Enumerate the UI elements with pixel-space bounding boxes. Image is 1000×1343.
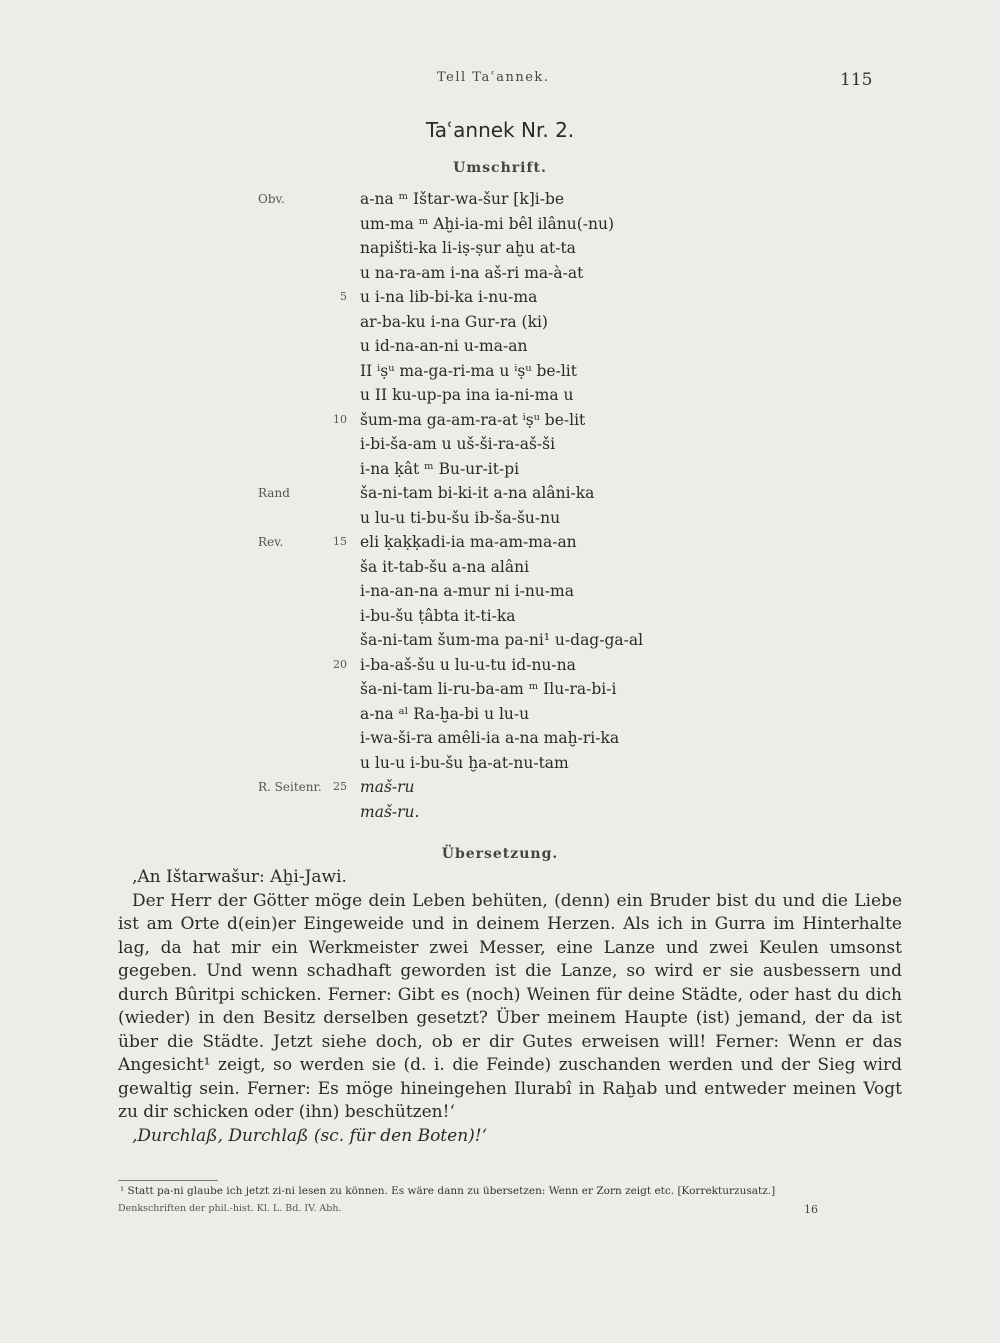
transliteration-line bbox=[0, 628, 1000, 653]
line-text: eli ḳaḳḳadi-ia ma-am-ma-an bbox=[360, 533, 577, 551]
line-text: i-na ḳât ᵐ Bu-ur-it-pi bbox=[360, 459, 520, 478]
line-text: a-na ᵃˡ Ra-ḫa-bi u lu-u bbox=[360, 704, 530, 723]
line-text: i-bu-šu ṭâbta it-ti-ka bbox=[360, 606, 516, 625]
signature-mark: 16 bbox=[804, 1203, 818, 1216]
transliteration-line bbox=[0, 653, 1000, 678]
transliteration-line bbox=[0, 432, 1000, 457]
line-text: maš-ru bbox=[360, 778, 415, 796]
translation-body: Der Herr der Götter möge dein Leben behüten, (denn) ein Bruder bist du und die Liebe ist am Orte d(ein)er Eingeweide und in deinem Herzen. Als ich in Gurra im Hinterhalte lag, da hat mir ein Werkmeister zwei Messer, eine Lanze und zwei Keulen umsonst gegeben. Und wenn schadhaft geworden ist die Lanze, so wird er sie ausbessern und durch Bûritpi schicken. Ferner: Gibt es (noch) Weinen für deine Städte, oder hast du dich (wieder) in den Besitz derselben gesetzt? Über meinem Haupte (ist) jemand, der da ist über die Städte. Jetzt siehe doch, ob er dir Gutes erweisen will! Ferner: Wenn er das Angesicht¹ zeigt, so werden sie (d. i. die Feinde) zuschanden werden und der Sieg wird gewaltig sein. Ferner: Es möge hineingehen Ilurabî in Raḫab und entweder meinen Vogt zu dir schicken oder (ihn) beschützen!‘ bbox=[118, 890, 902, 1122]
transliteration-line bbox=[0, 702, 1000, 727]
line-text: u lu-u i-bu-šu ḫa-at-nu-tam bbox=[360, 753, 569, 772]
line-text: ša-ni-tam bi-ki-it a-na alâni-ka bbox=[360, 484, 595, 502]
line-text: ša it-tab-šu a-na alâni bbox=[360, 557, 530, 576]
transliteration-line bbox=[0, 457, 1000, 482]
transliteration-line bbox=[0, 726, 1000, 751]
transliteration-line bbox=[0, 751, 1000, 776]
line-text: u lu-u ti-bu-šu ib-ša-šu-nu bbox=[360, 508, 561, 527]
transliteration-line bbox=[0, 236, 1000, 261]
document-title: Taʿannek Nr. 2. bbox=[425, 118, 575, 142]
section-heading-translation: Übersetzung. bbox=[441, 846, 559, 862]
section-heading-transliteration: Umschrift. bbox=[453, 160, 547, 176]
transliteration-line bbox=[0, 285, 1000, 310]
transliteration-line bbox=[0, 530, 1000, 555]
line-number: 5 bbox=[340, 290, 347, 303]
line-number: 15 bbox=[333, 535, 347, 548]
translation-closing: ‚Durchlaß, Durchlaß (sc. für den Boten)!‘ bbox=[132, 1125, 488, 1146]
line-text: maš-ru. bbox=[360, 802, 420, 821]
line-text: ar-ba-ku i-na Gur-ra (ki) bbox=[360, 312, 548, 331]
transliteration-line bbox=[0, 506, 1000, 531]
translation-address: ‚An Ištarwašur: Aḫi-Jawi. bbox=[132, 867, 347, 887]
running-title: Tell Taʿannek. bbox=[437, 70, 550, 85]
translation-block bbox=[118, 866, 902, 1148]
transliteration-line bbox=[0, 261, 1000, 286]
line-number: 25 bbox=[333, 780, 347, 793]
line-text: i-na-an-na a-mur ni i-nu-ma bbox=[360, 582, 574, 600]
transliteration-line bbox=[0, 383, 1000, 408]
transliteration-line bbox=[0, 775, 1000, 800]
transliteration-line bbox=[0, 310, 1000, 335]
line-side-label: Rand bbox=[258, 486, 290, 500]
line-text: i-wa-ši-ra amêli-ia a-na maḫ-ri-ka bbox=[360, 729, 620, 747]
line-text: i-ba-aš-šu u lu-u-tu id-nu-na bbox=[360, 655, 576, 674]
line-text: a-na ᵐ Ištar-wa-šur [k]i-be bbox=[360, 190, 565, 208]
line-side-label: R. Seitenr. bbox=[258, 780, 322, 794]
transliteration-line bbox=[0, 604, 1000, 629]
line-text: um-ma ᵐ Aḫi-ia-mi bêl ilânu(-nu) bbox=[360, 214, 615, 233]
transliteration-line bbox=[0, 408, 1000, 433]
line-text: u i-na lib-bi-ka i-nu-ma bbox=[360, 288, 538, 306]
line-text: ša-ni-tam šum-ma pa-ni¹ u-dag-ga-al bbox=[360, 631, 644, 649]
line-text: napišti-ka li-iṣ-ṣur aḫu at-ta bbox=[360, 239, 576, 257]
transliteration-line bbox=[0, 481, 1000, 506]
transliteration-line bbox=[0, 579, 1000, 604]
transliteration-line bbox=[0, 800, 1000, 825]
imprint: Denkschriften der phil.-hist. Kl. L. Bd. IV. Abh. bbox=[118, 1203, 342, 1214]
line-text: II ⁱṣᵘ ma-ga-ri-ma u ⁱṣᵘ be-lit bbox=[360, 361, 577, 380]
line-text: i-bi-ša-am u uš-ši-ra-aš-ši bbox=[360, 435, 556, 453]
footnote: ¹ Statt pa-ni glaube ich jetzt zi-ni lesen zu können. Es wäre dann zu übersetzen: Wenn er Zorn zeigt etc. [Korrekturzusatz.] bbox=[120, 1185, 776, 1197]
line-number: 20 bbox=[333, 657, 347, 671]
line-text: u id-na-an-ni u-ma-an bbox=[360, 337, 528, 355]
line-text: u na-ra-am i-na aš-ri ma-à-at bbox=[360, 263, 584, 282]
transliteration-line bbox=[0, 555, 1000, 580]
transliteration-line bbox=[0, 677, 1000, 702]
line-text: ša-ni-tam li-ru-ba-am ᵐ Ilu-ra-bi-i bbox=[360, 680, 617, 698]
transliteration-line bbox=[0, 187, 1000, 212]
line-text: šum-ma ga-am-ra-at ⁱṣᵘ be-lit bbox=[360, 410, 586, 429]
transliteration-line bbox=[0, 212, 1000, 237]
line-text: u II ku-up-pa ina ia-ni-ma u bbox=[360, 386, 574, 404]
transliteration-block bbox=[0, 187, 1000, 824]
page-number: 115 bbox=[840, 70, 873, 90]
line-side-label: Rev. bbox=[258, 535, 284, 549]
transliteration-line bbox=[0, 359, 1000, 384]
line-number: 10 bbox=[333, 412, 347, 426]
line-side-label: Obv. bbox=[258, 192, 285, 206]
transliteration-line bbox=[0, 334, 1000, 359]
footnote-rule bbox=[118, 1180, 218, 1181]
